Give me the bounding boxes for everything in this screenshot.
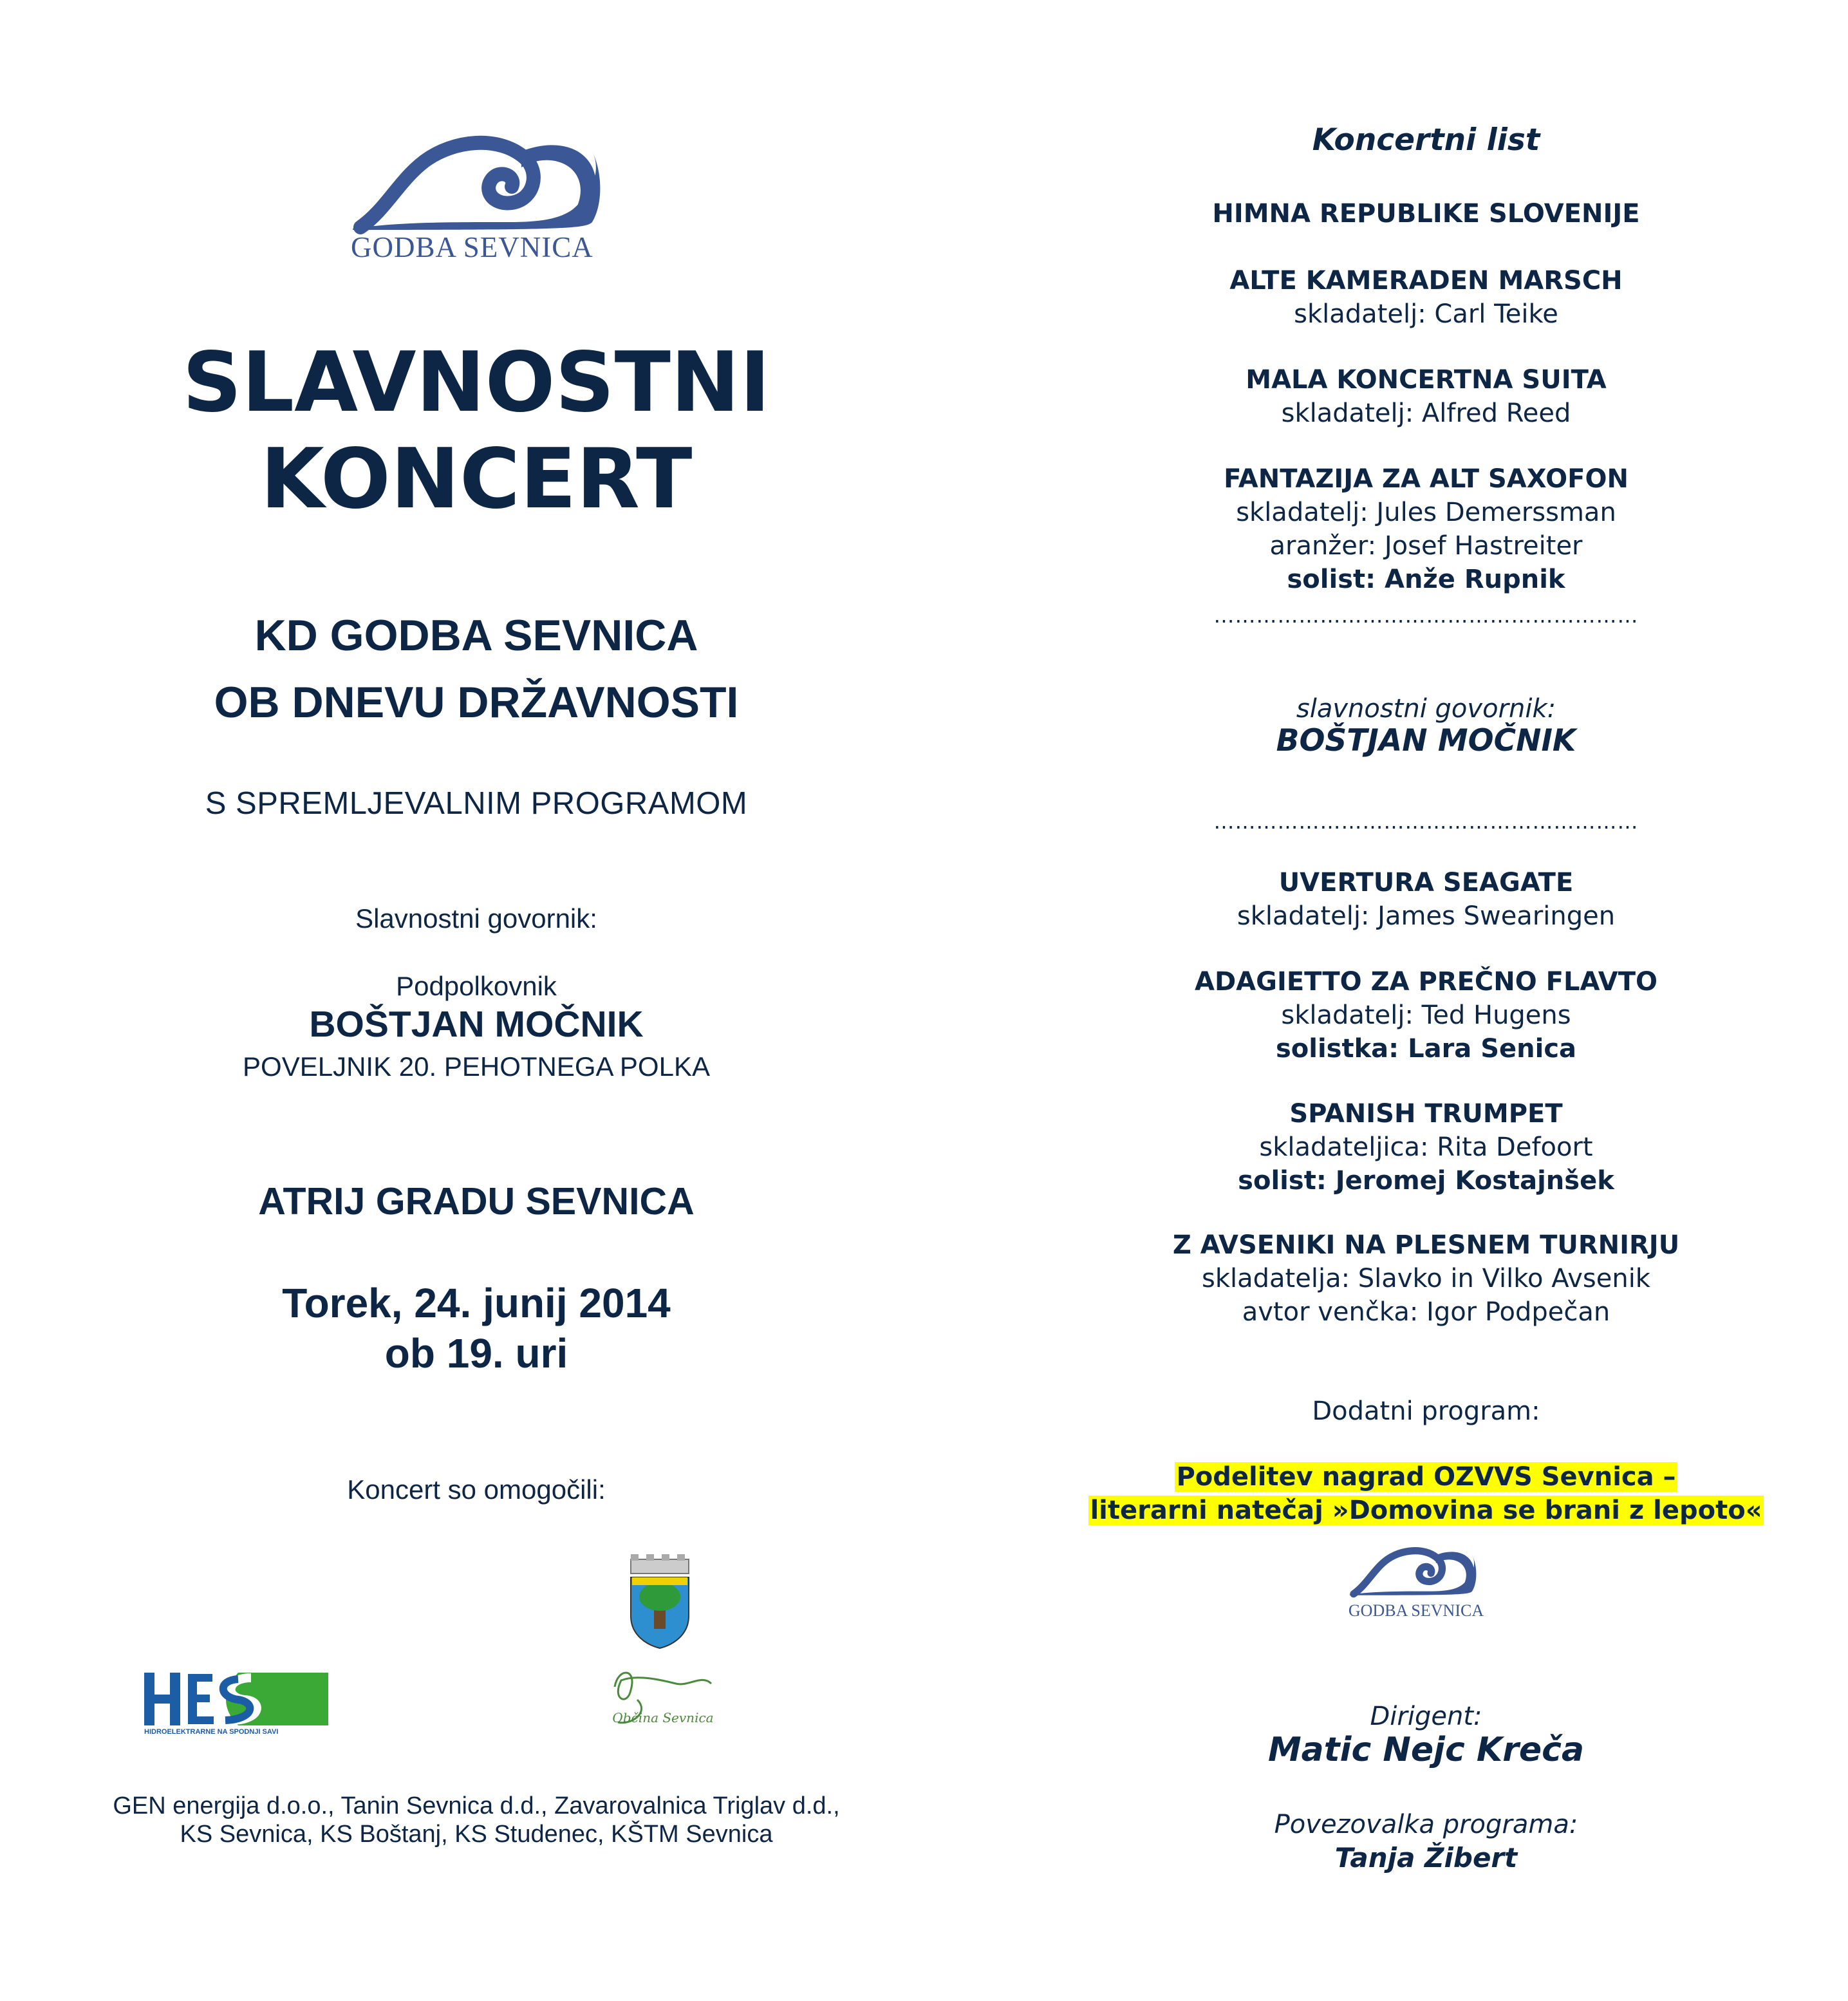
conductor-label: Dirigent: xyxy=(1370,1702,1482,1731)
sponsors-list xyxy=(0,1792,953,1848)
subtitle: S SPREMLJEVALNIM PROGRAMOM xyxy=(205,786,748,821)
program-item-title: FANTAZIJA ZA ALT SAXOFON xyxy=(1224,464,1629,494)
time-line: ob 19. uri xyxy=(384,1330,568,1376)
extra-program xyxy=(1004,1460,1848,1527)
program-item xyxy=(1004,866,1848,933)
date-line: Torek, 24. junij 2014 xyxy=(282,1280,671,1326)
program-item-composer: skladatelj: Ted Hugens xyxy=(1281,1000,1571,1030)
program-item-title: HIMNA REPUBLIKE SLOVENIJE xyxy=(1212,199,1640,229)
program-item xyxy=(1004,264,1848,331)
speaker-role: POVELJNIK 20. PEHOTNEGA POLKA xyxy=(243,1051,710,1082)
venue: ATRIJ GRADU SEVNICA xyxy=(258,1180,695,1223)
title-line: KONCERT xyxy=(260,431,693,527)
divider-dots: …………………………………………………… xyxy=(1213,809,1639,834)
hes-logo xyxy=(142,1661,328,1751)
extra-program-line: literarni natečaj »Domovina se brani z lepoto« xyxy=(1090,1496,1762,1525)
extra-program-label: Dodatni program: xyxy=(1312,1396,1540,1426)
sponsors-line: GEN energija d.o.o., Tanin Sevnica d.d., Zavarovalnica Triglav d.d., xyxy=(113,1792,840,1819)
divider-dots: …………………………………………………… xyxy=(1213,603,1639,628)
crest-signature: Občina Sevnica xyxy=(612,1710,714,1725)
program-item-composer: skladatelj: Alfred Reed xyxy=(1281,399,1571,428)
program-item xyxy=(1004,363,1848,430)
logo-text: GODBA SEVNICA xyxy=(351,231,593,263)
organizer xyxy=(0,602,953,736)
program-item-composer: skladateljica: Rita Defoort xyxy=(1259,1132,1593,1162)
program-item-composer: skladatelj: Carl Teike xyxy=(1294,299,1558,329)
host-label: Povezovalka programa: xyxy=(1274,1810,1578,1839)
sponsors-label: Koncert so omogočili: xyxy=(347,1474,606,1505)
program-item-title: UVERTURA SEAGATE xyxy=(1278,868,1574,897)
program-item-title: ALTE KAMERADEN MARSCH xyxy=(1229,266,1623,296)
program-item-soloist: solist: Anže Rupnik xyxy=(1287,565,1565,594)
program-item-title: ADAGIETTO ZA PREČNO FLAVTO xyxy=(1195,967,1657,997)
program-item-title: MALA KONCERTNA SUITA xyxy=(1246,365,1607,395)
program-item-composer: skladatelj: James Swearingen xyxy=(1237,901,1616,931)
program-item xyxy=(1004,462,1848,596)
speaker-name: BOŠTJAN MOČNIK xyxy=(1276,723,1576,758)
program-item-composer: skladatelj: Jules Demerssman xyxy=(1236,498,1616,527)
program-item xyxy=(1004,1228,1848,1329)
obcina-sevnica-crest xyxy=(592,1552,734,1738)
host-name: Tanja Žibert xyxy=(1334,1842,1518,1874)
page-title xyxy=(0,335,953,528)
speaker-name: BOŠTJAN MOČNIK xyxy=(309,1004,644,1045)
title-line: SLAVNOSTNI xyxy=(182,335,770,431)
program-item-arranger: avtor venčka: Igor Podpečan xyxy=(1242,1297,1610,1327)
organizer-line: OB DNEVU DRŽAVNOSTI xyxy=(214,678,739,727)
program-item-soloist: solistka: Lara Senica xyxy=(1275,1034,1577,1064)
program-item xyxy=(1004,1097,1848,1198)
sponsors-line: KS Sevnica, KS Boštanj, KS Studenec, KŠTM Sevnica xyxy=(180,1821,773,1848)
right-panel xyxy=(1004,0,1848,2001)
organizer-line: KD GODBA SEVNICA xyxy=(254,611,698,660)
conductor-name: Matic Nejc Kreča xyxy=(1267,1731,1585,1769)
logo-text-small: GODBA SEVNICA xyxy=(1348,1601,1484,1620)
speaker-label: Slavnostni govornik: xyxy=(355,903,597,934)
program-item-title: Z AVSENIKI NA PLESNEM TURNIRJU xyxy=(1172,1230,1680,1260)
program-item xyxy=(1004,965,1848,1066)
program-item-soloist: solist: Jeromej Kostajnšek xyxy=(1238,1166,1614,1196)
speaker-rank: Podpolkovnik xyxy=(396,971,557,1001)
program-item-title: SPANISH TRUMPET xyxy=(1289,1099,1563,1129)
event-date xyxy=(0,1278,953,1378)
program-header: Koncertni list xyxy=(1312,122,1540,158)
speaker-label: slavnostni govornik: xyxy=(1296,694,1556,724)
extra-program-line: Podelitev nagrad OZVVS Sevnica – xyxy=(1176,1462,1676,1492)
hes-caption: HIDROELEKTRARNE NA SPODNJI SAVI xyxy=(144,1728,279,1736)
program-item-arranger: aranžer: Josef Hastreiter xyxy=(1269,531,1583,561)
program-item-composer: skladatelja: Slavko in Vilko Avsenik xyxy=(1202,1264,1650,1293)
